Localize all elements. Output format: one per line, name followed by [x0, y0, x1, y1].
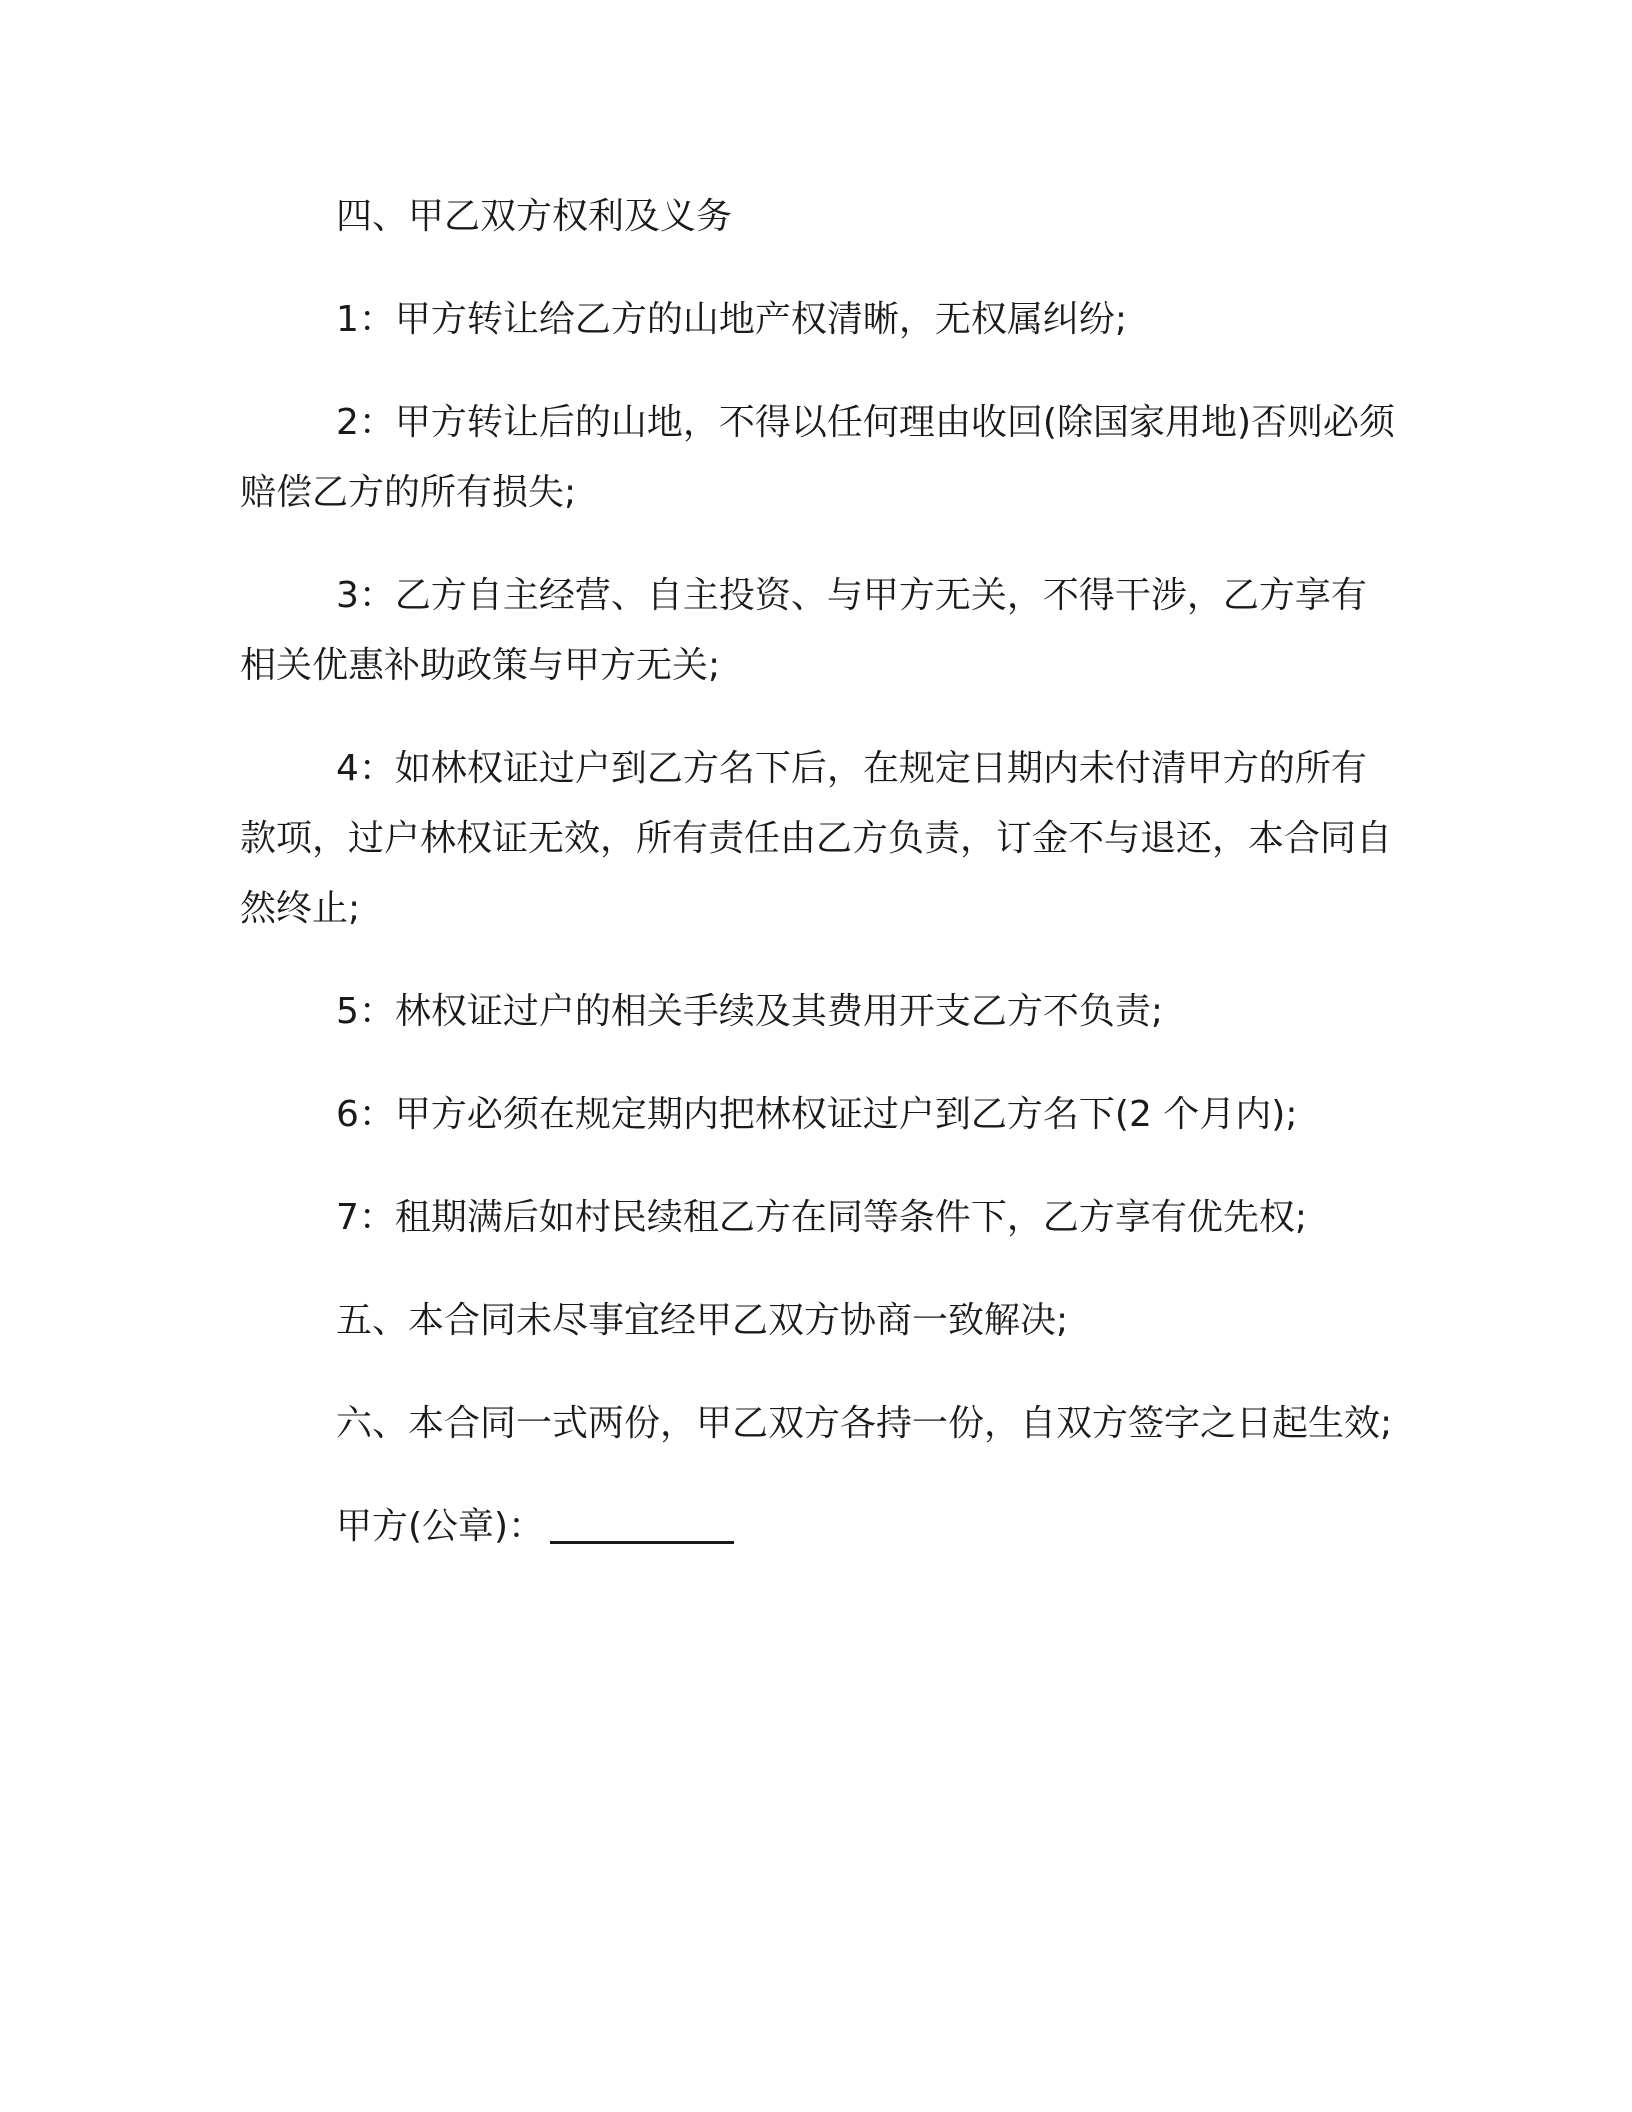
clause-7: 7：租期满后如村民续租乙方在同等条件下，乙方享有优先权;	[336, 1197, 1308, 1238]
clause-4: 4：如林权证过户到乙方名下后，在规定日期内未付清甲方的所有款项，过户林权证无效，所有责任由乙方负责，订金不与退还，本合同自然终止;	[240, 748, 1393, 929]
clause-3: 3：乙方自主经营、自主投资、与甲方无关，不得干涉，乙方享有相关优惠补助政策与甲方无关;	[240, 575, 1367, 686]
section-six: 六、本合同一式两份，甲乙双方各持一份，自双方签字之日起生效;	[336, 1403, 1393, 1444]
signature-blank[interactable]	[550, 1501, 734, 1544]
clause-5: 5：林权证过户的相关手续及其费用开支乙方不负责;	[336, 991, 1164, 1032]
signature-line	[240, 1492, 1396, 1562]
clause-1: 1：甲方转让给乙方的山地产权清晰，无权属纠纷;	[336, 299, 1128, 340]
clause-6: 6：甲方必须在规定期内把林权证过户到乙方名下(2 个月内);	[336, 1094, 1298, 1135]
section-heading-rights: 四、甲乙双方权利及义务	[336, 196, 733, 237]
signature-label: 甲方(公章)：	[336, 1506, 545, 1547]
section-five: 五、本合同未尽事宜经甲乙双方协商一致解决;	[336, 1300, 1069, 1341]
document-body	[240, 182, 1396, 1562]
clause-2: 2：甲方转让后的山地，不得以任何理由收回(除国家用地)否则必须赔偿乙方的所有损失;	[240, 402, 1395, 513]
